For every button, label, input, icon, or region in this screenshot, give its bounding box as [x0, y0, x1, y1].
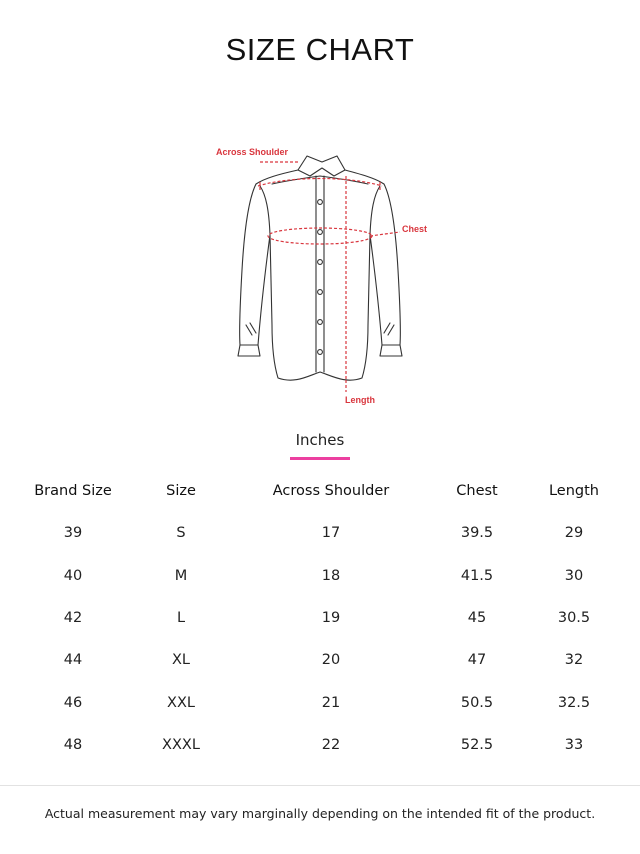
table-row	[0, 639, 640, 681]
header-chest: Chest	[456, 483, 498, 499]
cell-size: XXL	[167, 694, 195, 711]
cell-length: 30	[564, 567, 584, 584]
across-shoulder-label: Across Shoulder	[216, 147, 289, 157]
cell-brand-size: 40	[63, 567, 83, 584]
cell-brand-size: 46	[63, 694, 83, 711]
shirt-diagram	[200, 140, 440, 415]
cell-across-shoulder: 17	[321, 525, 341, 542]
cell-length: 33	[564, 737, 584, 754]
header-size: Size	[166, 483, 196, 499]
cell-brand-size: 42	[63, 609, 83, 626]
table-row	[0, 724, 640, 766]
cell-chest: 50.5	[460, 694, 494, 711]
cell-brand-size: 44	[63, 652, 83, 669]
table-row	[0, 554, 640, 596]
cell-size: L	[176, 609, 186, 626]
table-row	[0, 597, 640, 639]
footer-divider	[0, 785, 640, 786]
cell-chest: 45	[467, 609, 487, 626]
cell-chest: 47	[467, 652, 487, 669]
table-row	[0, 682, 640, 724]
cell-size: M	[174, 567, 188, 584]
cell-across-shoulder: 21	[321, 694, 341, 711]
shirt-icon	[200, 140, 440, 415]
footer-note: Actual measurement may vary marginally depending on the intended fit of the product.	[44, 806, 596, 821]
cell-length: 29	[564, 525, 584, 542]
cell-brand-size: 48	[63, 737, 83, 754]
tab-inches[interactable]: Inches	[290, 431, 351, 460]
cell-chest: 41.5	[460, 567, 494, 584]
header-length: Length	[548, 483, 599, 499]
cell-length: 32	[564, 652, 584, 669]
size-table	[0, 470, 640, 766]
chest-label: Chest	[402, 224, 428, 234]
cell-chest: 52.5	[460, 737, 494, 754]
header-across-shoulder: Across Shoulder	[272, 483, 390, 499]
cell-size: S	[176, 525, 186, 542]
cell-across-shoulder: 22	[321, 737, 341, 754]
cell-across-shoulder: 20	[321, 652, 341, 669]
table-row	[0, 512, 640, 554]
cell-across-shoulder: 18	[321, 567, 341, 584]
cell-size: XL	[171, 652, 190, 669]
length-label: Length	[345, 395, 375, 405]
cell-across-shoulder: 19	[321, 609, 341, 626]
page-title: SIZE CHART	[225, 32, 415, 67]
cell-chest: 39.5	[460, 525, 494, 542]
cell-brand-size: 39	[63, 525, 83, 542]
cell-length: 30.5	[557, 609, 591, 626]
header-brand-size: Brand Size	[34, 483, 112, 499]
unit-tabs	[0, 430, 640, 460]
cell-length: 32.5	[557, 694, 591, 711]
table-header-row	[0, 470, 640, 512]
cell-size: XXXL	[162, 737, 200, 754]
